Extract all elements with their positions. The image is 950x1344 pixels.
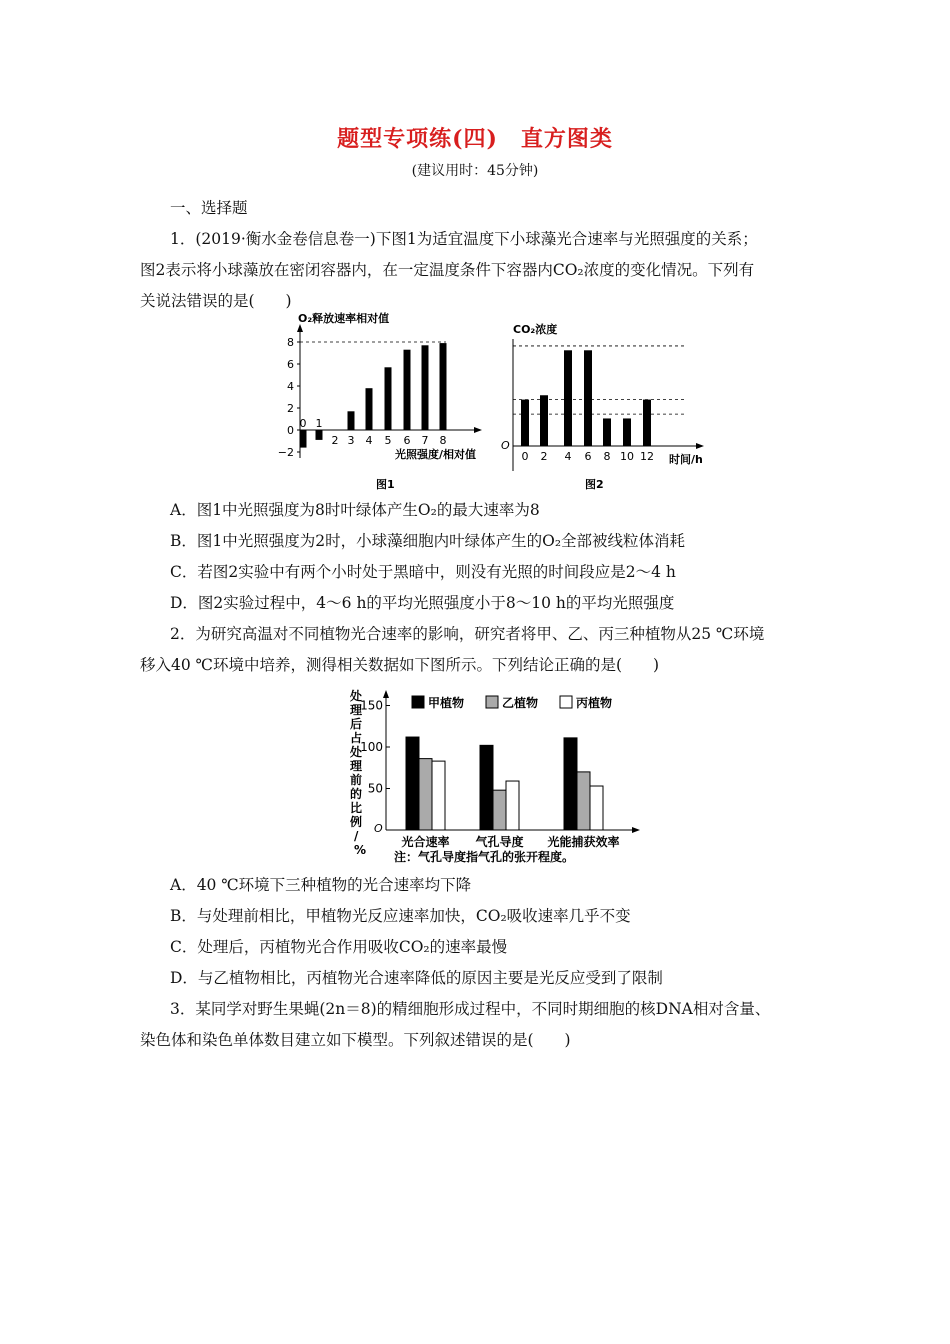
fig2-caption: 图2 [585, 478, 604, 491]
fig1-bar [316, 430, 323, 440]
fig1-caption: 图1 [376, 478, 395, 491]
fig2-bar [603, 418, 611, 446]
fig2-x-tick-label: 8 [603, 450, 611, 463]
fig3-y-tick-label: 150 [360, 698, 383, 713]
q1-line-1: 1．(2019·衡水金卷信息卷一)下图1为适宜温度下小球藻光合速率与光照强度的关系； [170, 230, 758, 248]
section-heading: 一、选择题 [170, 199, 248, 217]
fig1-bar [300, 430, 307, 448]
fig3-x-axis-arrow [632, 827, 640, 833]
q1-option-b: B．图1中光照强度为2时，小球藻细胞内叶绿体产生的O₂全部被线粒体消耗 [170, 532, 686, 550]
fig1-x-tick-label: 2 [331, 434, 339, 447]
fig3-bar [506, 781, 519, 830]
q2-option-a: A．40 ℃环境下三种植物的光合速率均下降 [170, 876, 472, 894]
fig2-bar [643, 400, 651, 446]
q2-line-2: 移入40 ℃环境中培养，测得相关数据如下图所示。下列结论正确的是( ) [140, 656, 660, 674]
fig1-y-tick-label: 4 [287, 380, 294, 393]
q1-option-a: A．图1中光照强度为8时叶绿体产生O₂的最大速率为8 [170, 501, 540, 519]
fig1-x-axis-label: 光照强度/相对值 [395, 448, 477, 461]
fig3-bar [480, 745, 493, 830]
fig2-x-tick-label: 10 [620, 450, 634, 463]
q1-option-d: D．图2实验过程中，4～6 h的平均光照强度小于8～10 h的平均光照强度 [170, 594, 675, 612]
q2-option-d: D．与乙植物相比，丙植物光合速率降低的原因主要是光反应受到了限制 [170, 969, 663, 987]
fig1-x-tick-label: 5 [384, 434, 392, 447]
fig1-bar [385, 367, 392, 430]
fig2-origin-label: O [501, 439, 510, 452]
fig3-y-axis-label: 处理后占处理前的比例/ % [350, 689, 367, 857]
fig3-x-tick-label: 气孔导度 [475, 835, 524, 849]
fig2-x-tick-label: 4 [564, 450, 572, 463]
fig1-y-tick-label: 2 [287, 402, 294, 415]
fig1-bar [366, 388, 373, 430]
fig2-bar [623, 418, 631, 446]
fig2-bar [584, 350, 592, 446]
fig2-x-tick-label: 6 [584, 450, 592, 463]
fig1-y-axis-arrow [297, 324, 303, 332]
fig3-bar [577, 772, 590, 830]
fig1-x-tick-label: 4 [365, 434, 373, 447]
fig2-bar [564, 350, 572, 446]
page-title: 题型专项练(四) 直方图类 [337, 126, 613, 152]
fig3-x-tick-label: 光合速率 [401, 835, 450, 849]
fig2-bar [521, 400, 529, 446]
fig1-bar [348, 411, 355, 430]
fig1-x-tick-label: 7 [421, 434, 429, 447]
q3-line-1: 3．某同学对野生果蝇(2n＝8)的精细胞形成过程中，不同时期细胞的核DNA相对含量、 [170, 1000, 771, 1018]
fig3-legend-swatch [486, 696, 498, 708]
fig3-legend-label: 甲植物 [428, 696, 465, 710]
fig3-legend-label: 丙植物 [576, 696, 613, 710]
fig1-x-tick-label: 1 [315, 417, 323, 430]
fig3-y-tick-label: 100 [360, 740, 383, 754]
fig1-x-tick-label: 3 [347, 434, 355, 447]
figure-3-chart [338, 680, 648, 870]
fig3-note: 注：气孔导度指气孔的张开程度。 [394, 850, 575, 864]
fig1-x-axis-arrow [474, 427, 482, 433]
figure-1-chart [270, 310, 500, 500]
fig1-y-tick-label: 8 [287, 336, 294, 349]
q1-line-3: 关说法错误的是( ) [140, 292, 292, 310]
fig1-y-tick-label: 6 [287, 358, 294, 371]
fig3-bar [419, 759, 432, 830]
fig1-x-tick-label: 6 [403, 434, 411, 447]
fig3-y-tick-label: 50 [367, 781, 383, 796]
fig1-y-tick-label: −2 [277, 446, 294, 459]
q2-line-1: 2．为研究高温对不同植物光合速率的影响，研究者将甲、乙、丙三种植物从25 ℃环境 [170, 625, 765, 643]
fig3-bar [493, 790, 506, 830]
fig3-x-tick-label: 光能捕获效率 [547, 835, 620, 849]
fig3-bar [564, 738, 577, 830]
fig2-bar [540, 395, 548, 446]
q1-option-c: C．若图2实验中有两个小时处于黑暗中，则没有光照的时间段应是2～4 h [170, 563, 676, 581]
q1-line-2: 图2表示将小球藻放在密闭容器内，在一定温度条件下容器内CO₂浓度的变化情况。下列有 [140, 261, 755, 279]
fig1-bar [404, 350, 411, 430]
fig2-x-axis-label: 时间/h [669, 453, 703, 466]
fig2-x-tick-label: 2 [540, 450, 548, 463]
fig1-x-tick-label: 8 [439, 434, 447, 447]
fig2-x-axis-arrow [696, 443, 704, 449]
fig3-legend-label: 乙植物 [502, 696, 539, 710]
fig3-origin-label: O [374, 822, 383, 835]
fig1-bar [440, 343, 447, 430]
fig2-y-axis-label: CO₂浓度 [513, 323, 558, 336]
fig1-y-tick-label: 0 [287, 424, 294, 437]
fig3-bar [590, 786, 603, 830]
fig3-bar [432, 761, 445, 830]
fig2-x-tick-label: 12 [640, 450, 654, 463]
fig3-y-axis-arrow [383, 690, 389, 698]
fig3-legend-swatch [560, 696, 572, 708]
fig1-y-axis-label: O₂释放速率相对值 [298, 312, 390, 325]
fig1-bar [422, 345, 429, 430]
fig1-x-tick-label: 0 [299, 417, 307, 430]
page-subtitle: (建议用时：45分钟) [411, 163, 539, 179]
q3-line-2: 染色体和染色单体数目建立如下模型。下列叙述错误的是( ) [140, 1031, 571, 1049]
q2-option-b: B．与处理前相比，甲植物光反应速率加快，CO₂吸收速率几乎不变 [170, 907, 631, 925]
figure-2-chart [495, 315, 720, 500]
q2-option-c: C．处理后，丙植物光合作用吸收CO₂的速率最慢 [170, 938, 508, 956]
fig3-bar [406, 737, 419, 830]
fig3-legend-swatch [412, 696, 424, 708]
fig2-x-tick-label: 0 [521, 450, 529, 463]
